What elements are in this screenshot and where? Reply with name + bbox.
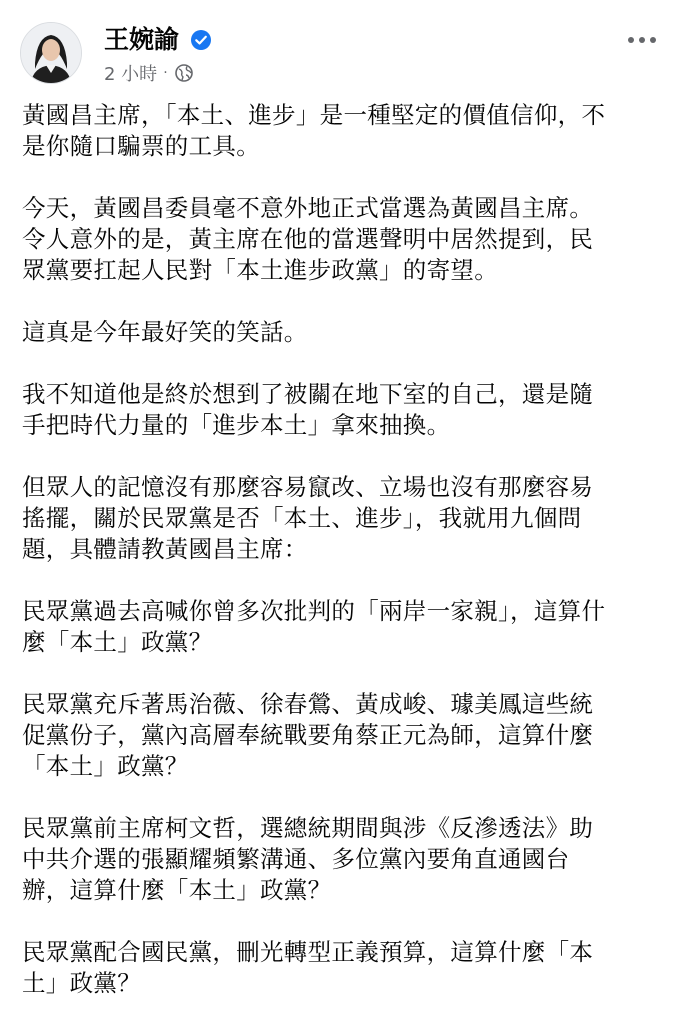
paragraph-line: 今天，黃國昌委員毫不意外地正式當選為黃國昌主席。 <box>22 194 594 222</box>
post-body <box>22 100 662 1030</box>
paragraph-line: 土」政黨？ <box>22 969 141 997</box>
verified-badge-icon <box>190 29 212 51</box>
paragraph-line: 這真是今年最好笑的笑話。 <box>22 318 308 346</box>
post-paragraph <box>22 596 662 658</box>
paragraph-line: 辦，這算什麼「本土」政黨？ <box>22 876 332 904</box>
post-paragraph <box>22 937 662 999</box>
paragraph-line: 眾黨要扛起人民對「本土進步政黨」的寄望。 <box>22 256 498 284</box>
more-options-icon <box>627 36 657 44</box>
post-paragraph <box>22 317 662 348</box>
author-name[interactable]: 王婉諭 <box>104 25 180 54</box>
paragraph-line: 中共介選的張顯耀頻繁溝通、多位黨內要角直通國台 <box>22 845 570 873</box>
post-paragraph <box>22 813 662 906</box>
post-timestamp[interactable]: 2 小時 <box>104 64 158 85</box>
paragraph-line: 我不知道他是終於想到了被關在地下室的自己，還是隨 <box>22 380 594 408</box>
more-options-button[interactable] <box>620 26 664 54</box>
post-meta <box>104 60 194 86</box>
paragraph-line: 但眾人的記憶沒有那麼容易竄改、立場也沒有那麼容易 <box>22 473 594 501</box>
paragraph-line: 令人意外的是，黃主席在他的當選聲明中居然提到，民 <box>22 225 594 253</box>
paragraph-line: 民眾黨前主席柯文哲，選總統期間與涉《反滲透法》助 <box>22 814 594 842</box>
globe-icon[interactable] <box>174 63 194 83</box>
avatar-photo <box>21 23 81 83</box>
post-paragraph <box>22 472 662 565</box>
paragraph-line: 手把時代力量的「進步本土」拿來抽換。 <box>22 411 451 439</box>
paragraph-line: 民眾黨充斥著馬治薇、徐春鶯、黃成峻、璩美鳳這些統 <box>22 690 594 718</box>
paragraph-line: 促黨份子，黨內高層奉統戰要角蔡正元為師，這算什麼 <box>22 721 594 749</box>
paragraph-line: 搖擺，關於民眾黨是否「本土、進步」，我就用九個問 <box>22 504 582 532</box>
meta-separator: · <box>163 65 168 81</box>
post-paragraph <box>22 100 662 162</box>
post-header <box>0 0 682 100</box>
post-paragraph <box>22 689 662 782</box>
author-avatar[interactable] <box>20 22 82 84</box>
paragraph-line: 麼「本土」政黨？ <box>22 628 213 656</box>
paragraph-line: 民眾黨配合國民黨，刪光轉型正義預算，這算什麼「本 <box>22 938 594 966</box>
paragraph-line: 黃國昌主席，「本土、進步」是一種堅定的價值信仰，不 <box>22 101 606 129</box>
paragraph-line: 「本土」政黨？ <box>22 752 189 780</box>
paragraph-line: 題，具體請教黃國昌主席： <box>22 535 308 563</box>
paragraph-line: 是你隨口騙票的工具。 <box>22 132 260 160</box>
post-paragraph <box>22 193 662 286</box>
paragraph-line: 民眾黨過去高喊你曾多次批判的「兩岸一家親」，這算什 <box>22 597 606 625</box>
post-paragraph <box>22 379 662 441</box>
